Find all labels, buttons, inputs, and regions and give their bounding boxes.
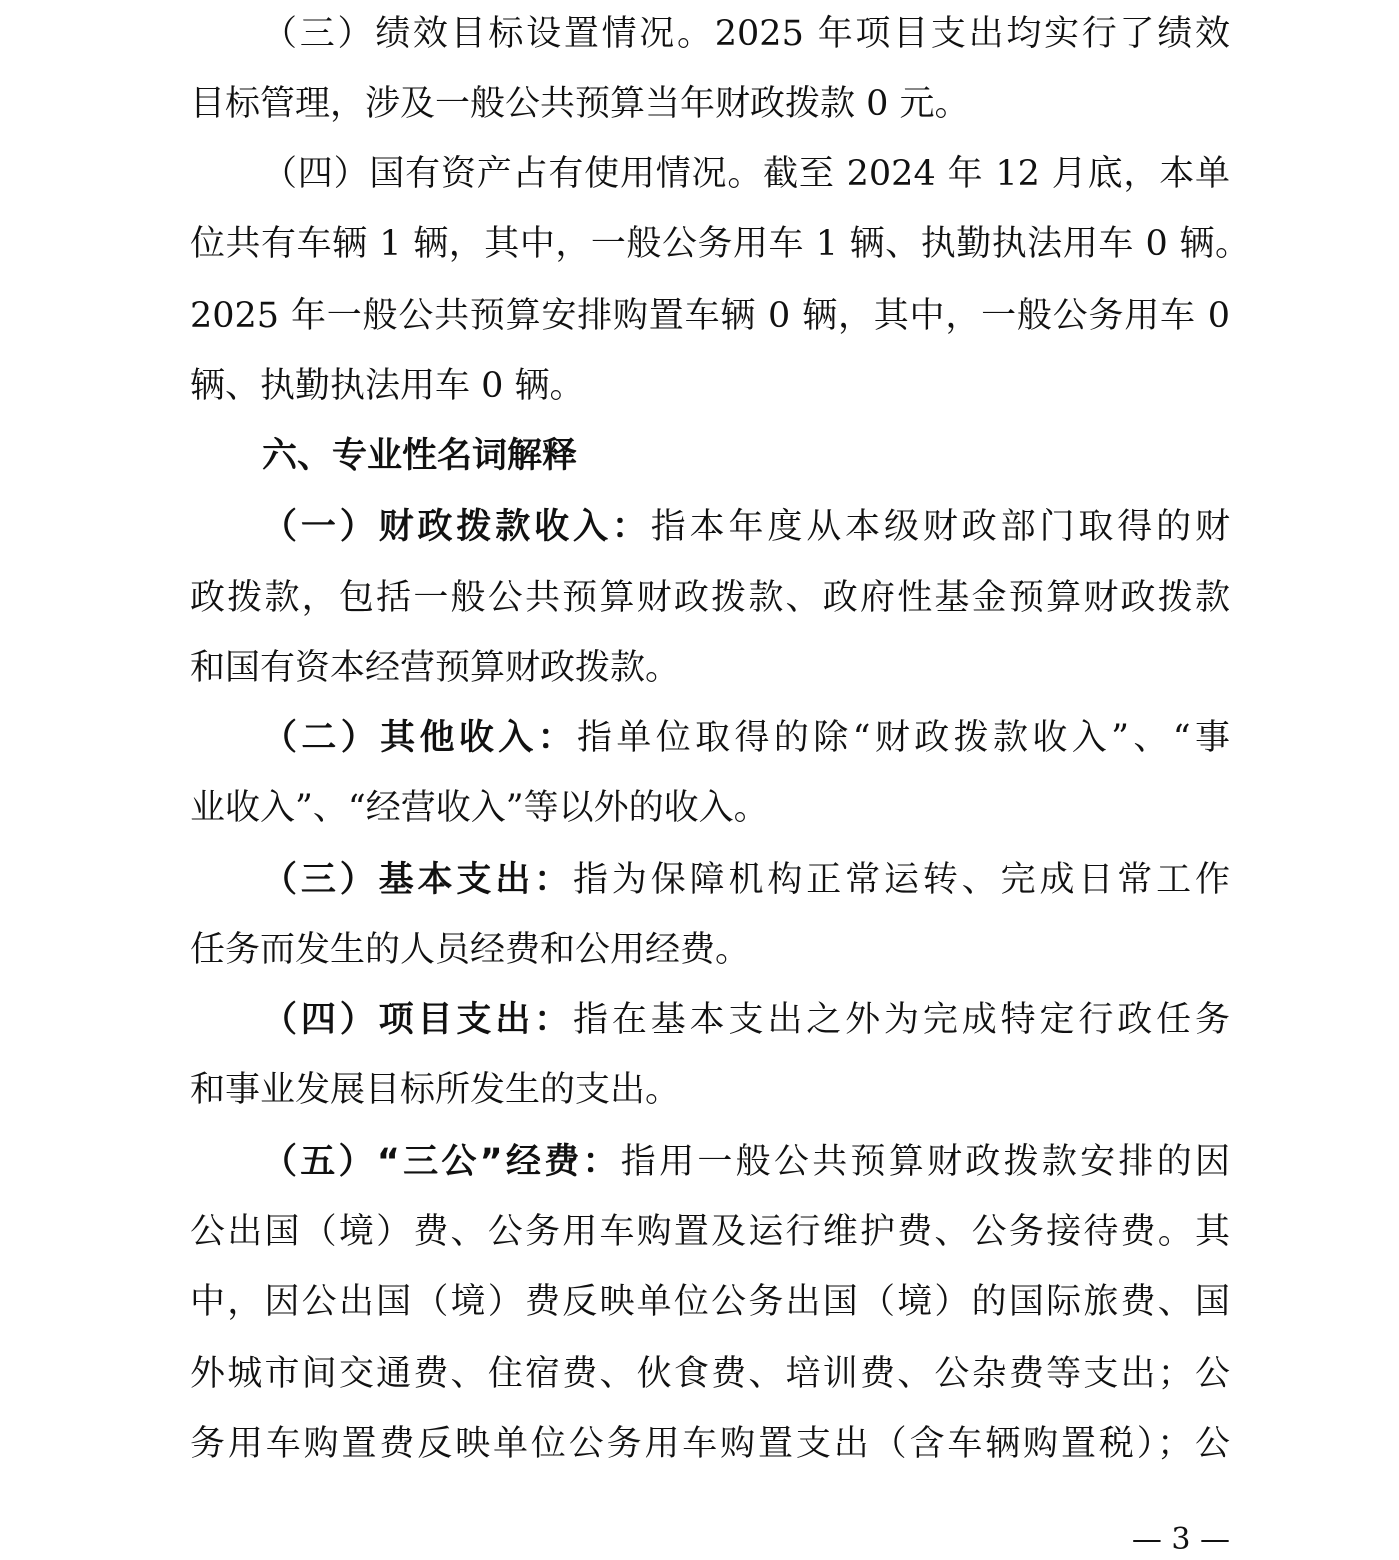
paragraph-assets-line-4: 辆、执勤执法用车 0 辆。 — [190, 366, 585, 406]
definition-other-income-text: 指单位取得的除“财政拨款收入”、“事 — [576, 718, 1230, 758]
definition-fiscal-income-term: （一）财政拨款收入： — [262, 507, 651, 547]
definition-fiscal-income-line-1 — [262, 497, 1230, 557]
definition-three-public-line-1 — [262, 1132, 1230, 1192]
paragraph-performance-line-1: （三）绩效目标设置情况。2025 年项目支出均实行了绩效 — [262, 14, 1230, 54]
definition-other-income-line-2: 业收入”、“经营收入”等以外的收入。 — [190, 788, 769, 828]
definition-fiscal-income-line-3: 和国有资本经营预算财政拨款。 — [190, 648, 681, 688]
definition-other-income-line-1 — [262, 708, 1230, 768]
paragraph-assets-line-3: 2025 年一般公共预算安排购置车辆 0 辆，其中，一般公务用车 0 — [190, 296, 1230, 336]
definition-project-expense-line-1 — [262, 990, 1230, 1050]
definition-three-public-line-3: 中，因公出国（境）费反映单位公务出国（境）的国际旅费、国 — [190, 1282, 1230, 1322]
definition-three-public-text: 指用一般公共预算财政拨款安排的因 — [620, 1142, 1230, 1182]
definition-fiscal-income-text: 指本年度从本级财政部门取得的财 — [650, 507, 1230, 547]
definition-basic-expense-text: 指为保障机构正常运转、完成日常工作 — [573, 860, 1230, 900]
page-number: — 3 — — [1131, 1522, 1230, 1557]
definition-basic-expense-line-1 — [262, 850, 1230, 910]
definition-fiscal-income-line-2: 政拨款，包括一般公共预算财政拨款、政府性基金预算财政拨款 — [190, 578, 1230, 618]
paragraph-assets-line-2: 位共有车辆 1 辆，其中，一般公务用车 1 辆、执勤执法用车 0 辆。 — [190, 224, 1250, 264]
definition-project-expense-term: （四）项目支出： — [262, 1000, 573, 1040]
definition-three-public-line-2: 公出国（境）费、公务用车购置及运行维护费、公务接待费。其 — [190, 1212, 1230, 1252]
definition-three-public-line-4: 外城市间交通费、住宿费、伙食费、培训费、公杂费等支出；公 — [190, 1354, 1230, 1394]
section-heading-terms: 六、专业性名词解释 — [262, 436, 578, 476]
definition-project-expense-text: 指在基本支出之外为完成特定行政任务 — [573, 1000, 1230, 1040]
definition-basic-expense-line-2: 任务而发生的人员经费和公用经费。 — [190, 930, 751, 970]
definition-three-public-line-5: 务用车购置费反映单位公务用车购置支出（含车辆购置税）；公 — [190, 1424, 1230, 1464]
definition-project-expense-line-2: 和事业发展目标所发生的支出。 — [190, 1070, 681, 1110]
paragraph-assets-line-1: （四）国有资产占有使用情况。截至 2024 年 12 月底，本单 — [262, 154, 1230, 194]
definition-three-public-term: （五）“三公”经费： — [262, 1142, 621, 1182]
definition-other-income-term: （二）其他收入： — [262, 718, 577, 758]
paragraph-performance-line-2: 目标管理，涉及一般公共预算当年财政拨款 0 元。 — [190, 84, 970, 124]
definition-basic-expense-term: （三）基本支出： — [262, 860, 573, 900]
